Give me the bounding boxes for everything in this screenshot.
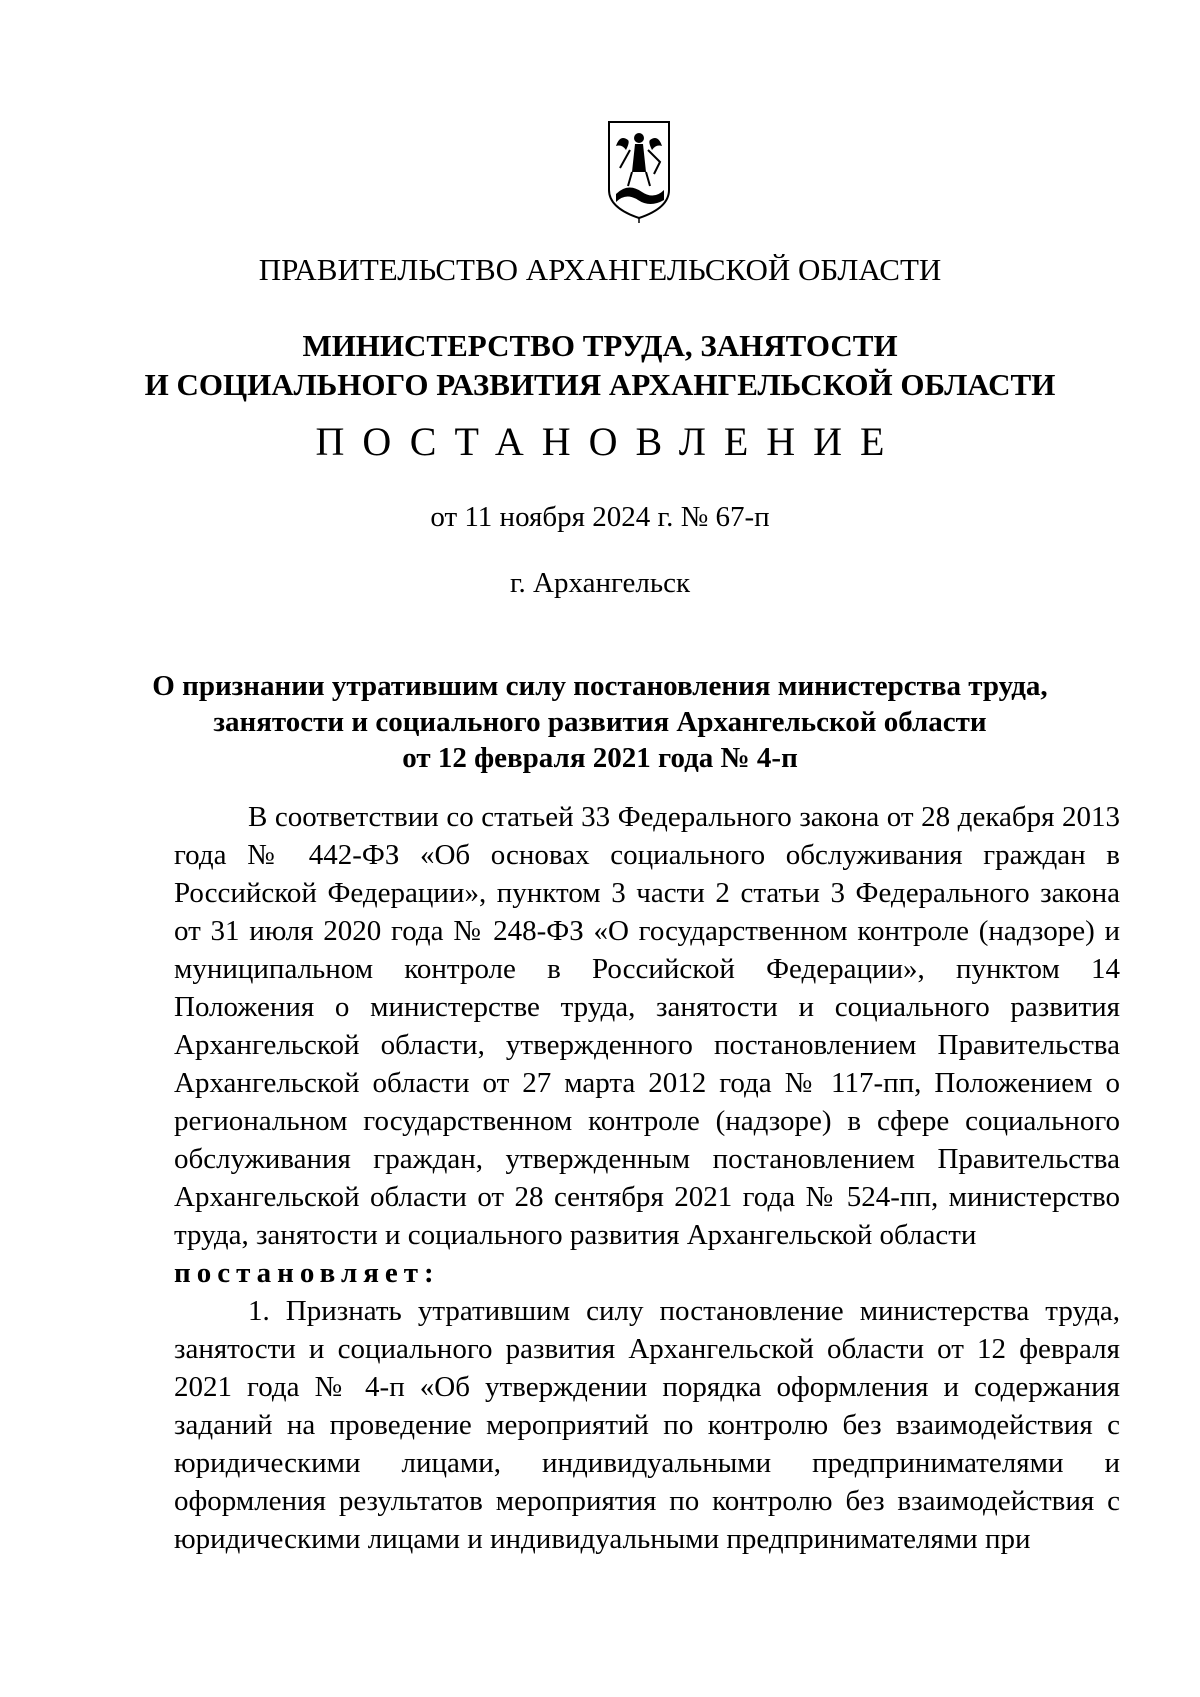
resolves-label: постановляет: [174,1257,440,1289]
document-body [174,798,1120,1558]
title-line-3: от 12 февраля 2021 года № 4-п [402,742,798,774]
resolution-word [174,1254,1120,1292]
item-1-paragraph: 1. Признать утратившим силу постановление министерства труда, занятости и социального развития Архангельской области от 12 февраля 2021 года № 4-п «Об утверждении порядка оформления и содержания заданий на проведение мероприятий по контролю без взаимодействия с юридическими лицами, индивидуальными предпринимателями и оформления результатов мероприятия по контролю без взаимодействия с юридическими лицами и индивидуальными предпринимателями при [174,1295,1120,1555]
title-line-2: занятости и социального развития Архангельской области [213,706,987,738]
document-title [0,668,1200,776]
ministry-name-line-2: И СОЦИАЛЬНОГО РАЗВИТИЯ АРХАНГЕЛЬСКОЙ ОБЛАСТИ [144,367,1056,402]
document-date-number: от 11 ноября 2024 г. № 67-п [430,501,770,533]
document-city: г. Архангельск [509,567,691,599]
ministry-name [0,326,1200,404]
preamble-paragraph: В соответствии со статьей 33 Федерального закона от 28 декабря 2013 года № 442-ФЗ «Об основах социального обслуживания граждан в Российской Федерации», пунктом 3 части 2 статьи 3 Федерального закона от 31 июля 2020 года № 248-ФЗ «О государственном контроле (надзоре) и муниципальном контроле в Российской Федерации», пунктом 14 Положения о министерстве труда, занятости и социального развития Архангельской области, утвержденного постановлением Правительства Архангельской области от 27 марта 2012 года № 117-пп, Положением о региональном государственном контроле (надзоре) в сфере социального обслуживания граждан, утвержденным постановлением Правительства Архангельской области от 28 сентября 2021 года № 524-пп, министерство труда, занятости и социального развития Архангельской области [174,801,1120,1251]
document-type: ПОСТАНОВЛЕНИЕ [315,419,903,464]
coat-of-arms-emblem [606,116,672,224]
ministry-name-line-1: МИНИСТЕРСТВО ТРУДА, ЗАНЯТОСТИ [302,328,898,363]
title-line-1: О признании утратившим силу постановления министерства труда, [152,670,1048,702]
government-name: ПРАВИТЕЛЬСТВО АРХАНГЕЛЬСКОЙ ОБЛАСТИ [258,252,942,287]
